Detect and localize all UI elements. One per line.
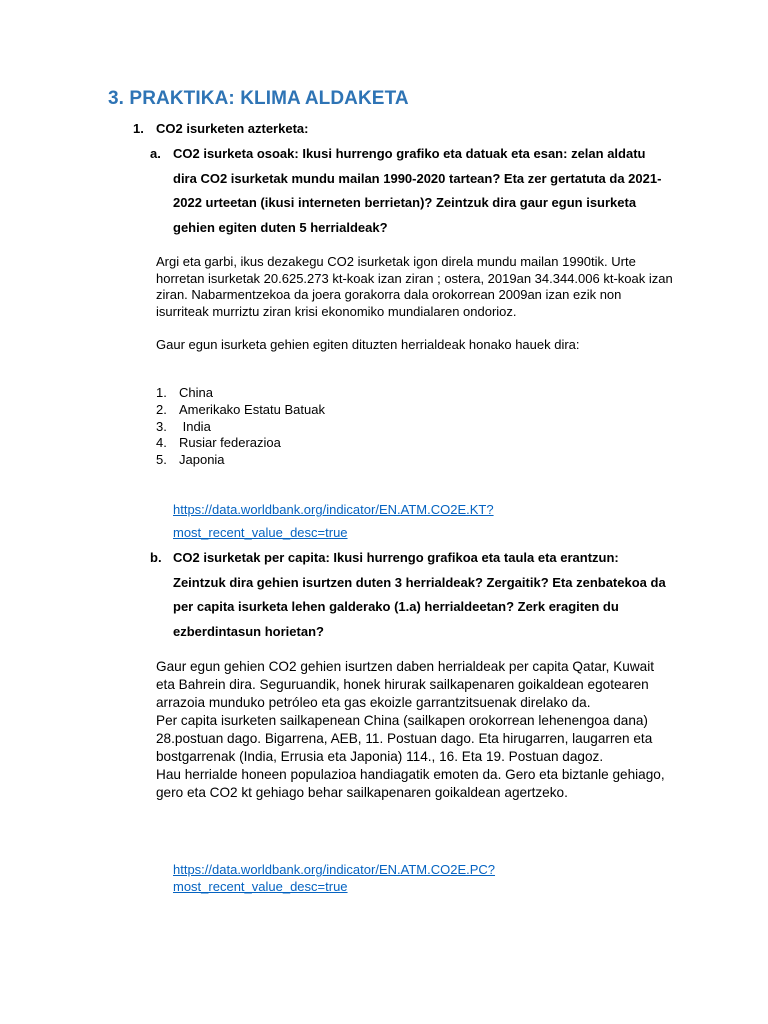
worldbank-pc-link-line-1[interactable]: https://data.worldbank.org/indicator/EN.ATM.CO2E.PC? (173, 862, 496, 877)
question-b-letter: b. (150, 550, 162, 565)
answer-a-paragraph-1: Argi eta garbi, ikus dezakegu CO2 isurketak igon direla mundu mailan 1990tik. Urte horretan isurketak 20.625.273 kt-koak izan ziran ; ostera, 2019an 34.344.006 kt-koak izan ziran. Nabarmentzekoa da joera gorakorra dala orokorrean 2009an izan ezik non isurriteak murriztu ziran krisi ekonomiko mundialaren ondorioz. (156, 254, 673, 319)
section-1-heading (133, 121, 308, 136)
answer-b-paragraph-1: Gaur egun gehien CO2 gehien isurtzen daben herrialdeak per capita Qatar, Kuwait eta Bahrein dira. Seguruandik, honek hirurak sailkapenaren goikaldean egotearen arrazoia munduko petróleo eta gas ekoizle garrantzitsuenak direlako da. (156, 659, 654, 710)
question-a-text: CO2 isurketa osoak: Ikusi hurrengo grafiko eta datuak eta esan: zelan aldatu dira CO2 isurketak mundu mailan 1990-2020 tartean? Eta zer gertatuta da 2021-2022 urteetan (ikusi interneten berrietan)? Zeintzuk dira gaur egun isurketa gehien egiten duten 5 herrialdeak? (173, 146, 662, 235)
worldbank-kt-link-line-2[interactable]: most_recent_value_desc=true (173, 525, 348, 540)
answer-b (156, 658, 676, 802)
worldbank-pc-link-line-2[interactable]: most_recent_value_desc=true (173, 879, 348, 894)
list-item: 1. China (156, 385, 213, 400)
list-item: 5. Japonia (156, 452, 225, 468)
list-item: 3. India (156, 418, 211, 434)
worldbank-kt-link[interactable] (173, 498, 573, 544)
list-item: 4. Rusiar federazioa (156, 435, 281, 451)
section-1-title: CO2 isurketen azterketa: (156, 121, 309, 136)
question-a-letter: a. (150, 146, 161, 161)
answer-b-paragraph-2: Per capita isurketen sailkapenean China (sailkapen orokorrean lehenengoa dana) 28.postuan dago. Bigarrena, AEB, 11. Postuan dago. Eta hirugarren, laugarren eta bostgarrenak (India, Errusia eta Japonia) 114., 16. Eta 19. Postuan dagoz. (156, 713, 653, 764)
section-1-number: 1. (133, 121, 144, 136)
question-b (150, 546, 670, 644)
page-title: 3. PRAKTIKA: KLIMA ALDAKETA (108, 88, 409, 109)
list-item: 2. Amerikako Estatu Batuak (156, 401, 325, 417)
countries-list (156, 385, 325, 469)
question-b-text: CO2 isurketak per capita: Ikusi hurrengo grafikoa eta taula eta erantzun: Zeintzuk dira gehien isurtzen duten 3 herrialdeak? Zergaitik? Eta zenbatekoa da per capita isurketa lehen galderako (1.a) herrialdeetan? Zerk eragiten du ezberdintasun horietan? (173, 550, 666, 639)
worldbank-pc-link[interactable] (173, 861, 573, 895)
answer-a (156, 254, 676, 354)
question-a (150, 142, 670, 240)
worldbank-kt-link-line-1[interactable]: https://data.worldbank.org/indicator/EN.ATM.CO2E.KT? (173, 502, 494, 517)
answer-a-paragraph-2: Gaur egun isurketa gehien egiten dituzten herrialdeak honako hauek dira: (156, 337, 580, 352)
answer-b-paragraph-3: Hau herrialde honeen populazioa handiagatik emoten da. Gero eta biztanle gehiago, gero eta CO2 kt gehiago behar sailkapenaren goikaldean agertzeko. (156, 767, 665, 800)
